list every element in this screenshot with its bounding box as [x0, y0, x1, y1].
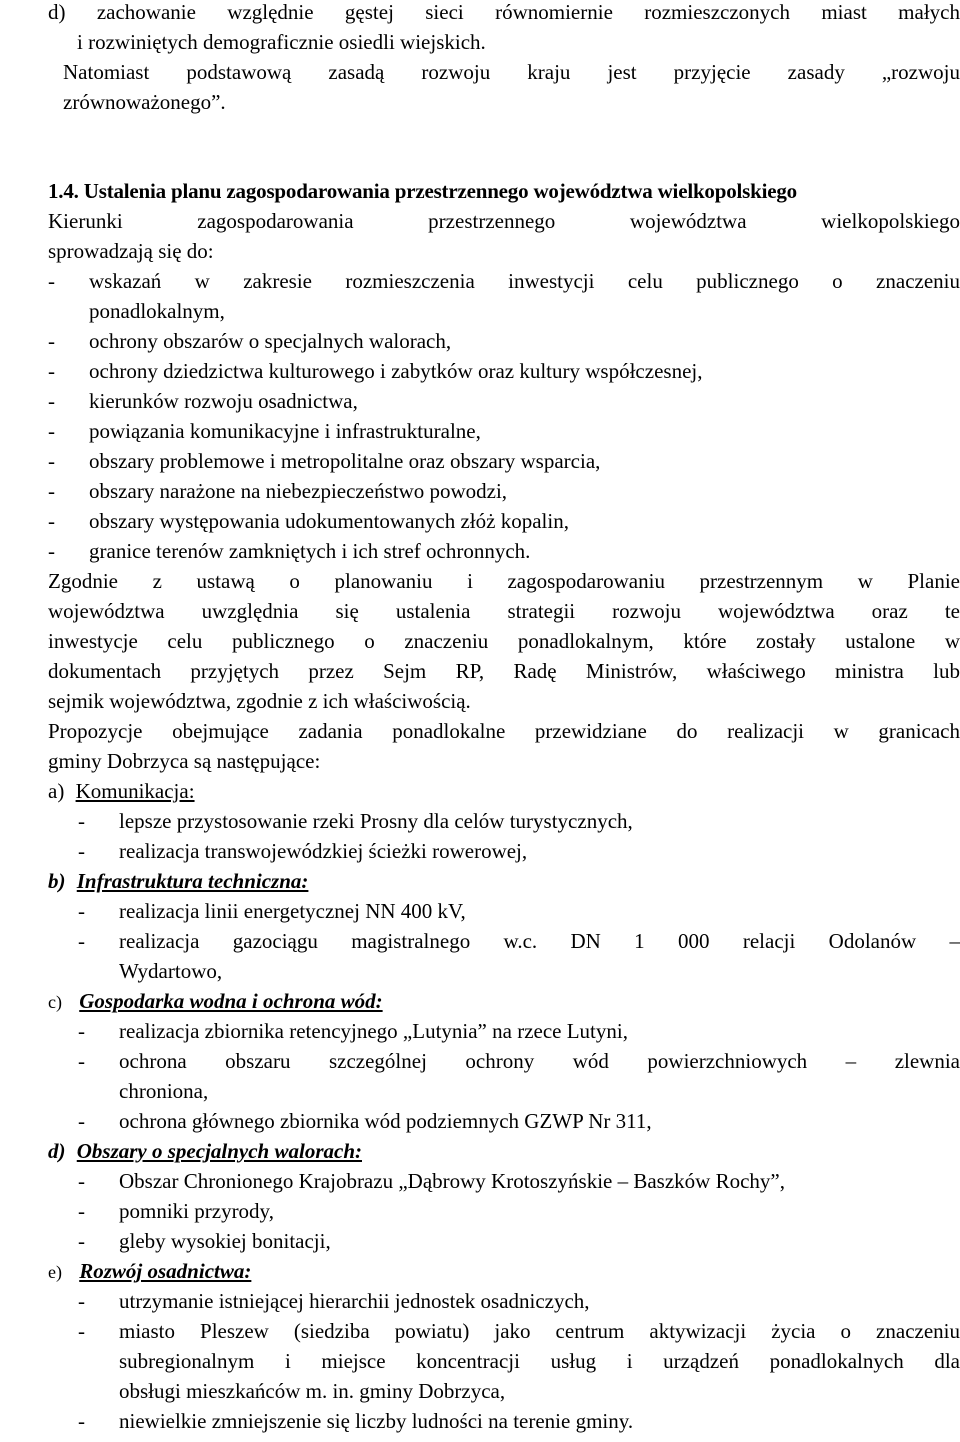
dash-marker: -: [48, 449, 55, 473]
dash-marker: -: [78, 929, 85, 953]
list-item-text: wskazań w zakresie rozmieszczenia inwestycji celu publicznego o znaczeniu: [89, 269, 960, 293]
dash-marker: -: [78, 899, 85, 923]
list-item: [48, 386, 960, 416]
list-item: [48, 836, 960, 866]
paragraph-line: sejmik województwa, zgodnie z ich właściwością.: [48, 689, 471, 713]
dash-marker: -: [78, 839, 85, 863]
list-item-text: obszary narażone na niebezpieczeństwo powodzi,: [89, 479, 508, 503]
list-item-text: powiązania komunikacyjne i infrastrukturalne,: [89, 419, 481, 443]
list-item: [48, 536, 960, 566]
group-marker: e): [48, 1262, 62, 1282]
group-marker: a): [48, 779, 65, 803]
list-item-text: ponadlokalnym,: [89, 299, 225, 323]
list-item: [48, 1046, 960, 1106]
list-item-text: realizacja transwojewódzkiej ścieżki rowerowej,: [119, 839, 528, 863]
paragraph-line: Zgodnie z ustawą o planowaniu i zagospodarowaniu przestrzennym w Planie: [48, 569, 960, 593]
dash-marker: -: [78, 1049, 85, 1073]
list-item-text: ochrona głównego zbiornika wód podziemnych GZWP Nr 311,: [119, 1109, 652, 1133]
section-title: 1.4. Ustalenia planu zagospodarowania przestrzennego województwa wielkopolskiego: [48, 179, 797, 203]
paragraph-line: Propozycje obejmujące zadania ponadlokalne przewidziane do realizacji w granicach: [48, 719, 960, 743]
dash-marker: -: [48, 359, 55, 383]
list-item-text: pomniki przyrody,: [119, 1199, 274, 1223]
intro-line: i rozwiniętych demograficznie osiedli wiejskich.: [77, 30, 486, 54]
group-heading: Obszary o specjalnych walorach:: [76, 1139, 362, 1163]
dash-marker: -: [78, 809, 85, 833]
group-heading-line: [48, 776, 960, 806]
intro-block: [48, 0, 960, 117]
list-item-text: Obszar Chronionego Krajobrazu „Dąbrowy Krotoszyńskie – Baszków Rochy”,: [119, 1169, 785, 1193]
group-komunikacja: [48, 776, 960, 866]
list-item-text: realizacja zbiornika retencyjnego „Lutynia” na rzece Lutyni,: [119, 1019, 628, 1043]
list-item: [48, 356, 960, 386]
list-item-text: gleby wysokiej bonitacji,: [119, 1229, 331, 1253]
list-item: [48, 1166, 960, 1196]
dash-marker: -: [48, 509, 55, 533]
group-heading-line: [48, 866, 960, 896]
dash-marker: -: [78, 1409, 85, 1433]
list-item-text: ochrona obszaru szczególnej ochrony wód powierzchniowych – zlewnia: [119, 1049, 960, 1073]
intro-line: Natomiast podstawową zasadą rozwoju kraju jest przyjęcie zasady „rozwoju: [63, 60, 960, 84]
list-item: [48, 416, 960, 446]
intro-line: zrównoważonego”.: [63, 90, 226, 114]
list-item-text: Wydartowo,: [119, 959, 223, 983]
list-item: [48, 896, 960, 926]
list-item-text: ochrony dziedzictwa kulturowego i zabytków oraz kultury współczesnej,: [89, 359, 703, 383]
dash-marker: -: [78, 1019, 85, 1043]
list-item: [48, 446, 960, 476]
paragraph-line: dokumentach przyjętych przez Sejm RP, Radę Ministrów, właściwego ministra lub: [48, 659, 960, 683]
dash-marker: -: [78, 1229, 85, 1253]
list-item-text: ochrony obszarów o specjalnych walorach,: [89, 329, 452, 353]
dash-marker: -: [48, 329, 55, 353]
intro-line: d) zachowanie względnie gęstej sieci równomiernie rozmieszczonych miast małych: [48, 0, 960, 24]
list-item: [48, 506, 960, 536]
group-heading: Rozwój osadnictwa:: [79, 1259, 252, 1283]
list-item-text: miasto Pleszew (siedziba powiatu) jako centrum aktywizacji życia o znaczeniu: [119, 1319, 960, 1343]
group-infrastruktura: [48, 866, 960, 986]
section-lead: Kierunki zagospodarowania przestrzennego województwa wielkopolskiego: [48, 209, 960, 233]
list-item: [48, 1286, 960, 1316]
group-marker: c): [48, 992, 62, 1012]
list-item: [48, 1406, 960, 1436]
dash-marker: -: [48, 479, 55, 503]
paragraph-line: inwestycje celu publicznego o znaczeniu ponadlokalnym, które zostały ustalone w: [48, 629, 960, 653]
group-heading: Komunikacja:: [75, 779, 195, 803]
paragraph-line: województwa uwzględnia się ustalenia strategii rozwoju województwa oraz te: [48, 599, 960, 623]
dash-marker: -: [78, 1199, 85, 1223]
list-item-text: niewielkie zmniejszenie się liczby ludności na terenie gminy.: [119, 1409, 634, 1433]
list-item: [48, 1226, 960, 1256]
list-item-text: realizacja gazociągu magistralnego w.c. DN 1 000 relacji Odolanów –: [119, 929, 960, 953]
group-marker: d): [48, 1139, 66, 1163]
list-item-text: granice terenów zamkniętych i ich stref ochronnych.: [89, 539, 531, 563]
group-obszary-walory: [48, 1136, 960, 1256]
list-item-text: realizacja linii energetycznej NN 400 kV,: [119, 899, 466, 923]
list-item-text: chroniona,: [119, 1079, 209, 1103]
list-item-text: kierunków rozwoju osadnictwa,: [89, 389, 358, 413]
list-item-text: lepsze przystosowanie rzeki Prosny dla celów turystycznych,: [119, 809, 633, 833]
paragraph: [48, 566, 960, 716]
list-item: [48, 1316, 960, 1406]
list-item-text: obsługi mieszkańców m. in. gminy Dobrzyca,: [119, 1379, 506, 1403]
group-heading: Gospodarka wodna i ochrona wód:: [79, 989, 383, 1013]
paragraph-line: gminy Dobrzyca są następujące:: [48, 749, 321, 773]
list-item-text: subregionalnym i miejsce koncentracji usług i urządzeń ponadlokalnych dla: [119, 1349, 960, 1373]
section-block: [48, 176, 960, 1436]
group-marker: b): [48, 869, 66, 893]
list-item: [48, 1016, 960, 1046]
group-heading-line: [48, 1256, 960, 1286]
dash-marker: -: [48, 539, 55, 563]
dash-marker: -: [48, 269, 55, 293]
list-item: [48, 266, 960, 326]
list-item: [48, 1106, 960, 1136]
dash-marker: -: [78, 1289, 85, 1313]
list-item-text: utrzymanie istniejącej hierarchii jednostek osadniczych,: [119, 1289, 590, 1313]
dash-marker: -: [78, 1109, 85, 1133]
dash-marker: -: [78, 1169, 85, 1193]
list-item: [48, 806, 960, 836]
list-item: [48, 926, 960, 986]
paragraph: [48, 716, 960, 776]
list-item: [48, 1196, 960, 1226]
section-lead: sprowadzają się do:: [48, 239, 214, 263]
group-heading: Infrastruktura techniczna:: [76, 869, 309, 893]
dash-marker: -: [48, 389, 55, 413]
dash-marker: -: [48, 419, 55, 443]
list-item-text: obszary występowania udokumentowanych złóż kopalin,: [89, 509, 569, 533]
list-item-text: obszary problemowe i metropolitalne oraz obszary wsparcia,: [89, 449, 601, 473]
group-osadnictwo: [48, 1256, 960, 1436]
list-item: [48, 326, 960, 356]
dash-marker: -: [78, 1319, 85, 1343]
group-gospodarka-wodna: [48, 986, 960, 1136]
group-heading-line: [48, 986, 960, 1016]
group-heading-line: [48, 1136, 960, 1166]
list-item: [48, 476, 960, 506]
